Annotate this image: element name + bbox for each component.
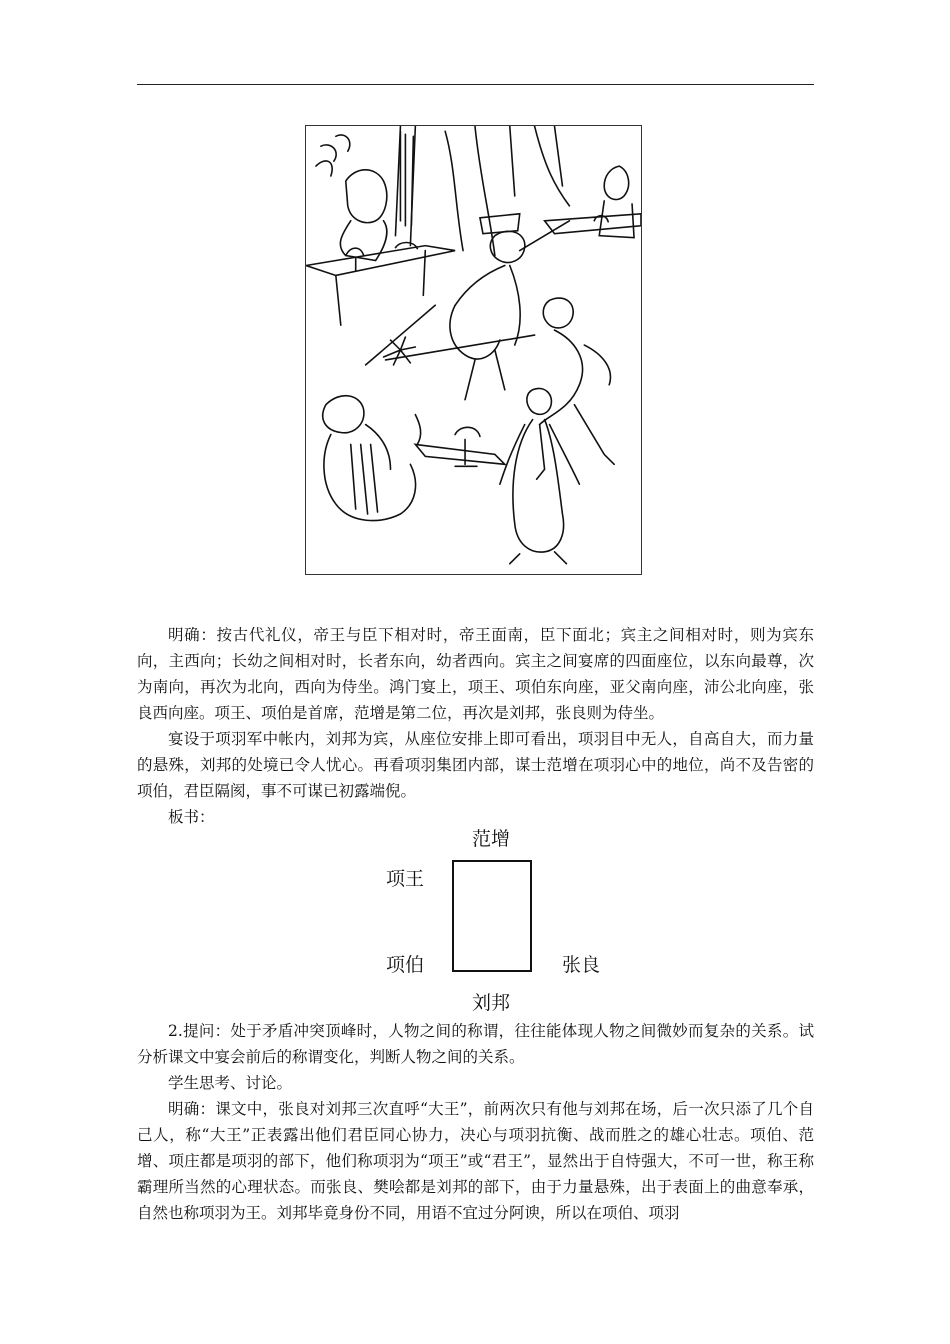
seat-liu-bang: 刘邦 [472,992,511,1014]
discussion-text [137,1018,814,1226]
paragraph-question-2: 2.提问：处于矛盾冲突顶峰时，人物之间的称谓，往往能体现人物之间微妙而复杂的关系。试分析课文中宴会前后的称谓变化，判断人物之间的关系。 [137,1022,814,1066]
main-text [137,622,814,830]
paragraph-banquet-situation: 宴设于项羽军中帐内，刘邦为宾，从座位安排上即可看出，项羽目中无人，自高自大，而力量的悬殊，刘邦的处境已令人忧心。再看项羽集团内部，谋士范增在项羽心中的地位，尚不及告密的项伯，君臣隔阂，事不可谋已初露端倪。 [137,730,814,800]
paragraph-student-discussion: 学生思考、讨论。 [168,1074,293,1092]
paragraph-seating-etiquette: 明确：按古代礼仪，帝王与臣下相对时，帝王面南，臣下面北；宾主之间相对时，则为宾东向，主西向；长幼之间相对时，长者东向，幼者西向。宾主之间宴席的四面座位，以东向最尊，次为南向，再次为北向，西向为侍坐。鸿门宴上，项王、项伯东向座，亚父南向座，沛公北向座，张良西向座。项王、项伯是首席，范增是第二位，再次是刘邦，张良则为侍坐。 [137,626,814,722]
paragraph-board-label: 板书： [168,808,215,826]
seat-fan-zeng: 范增 [472,828,511,850]
seating-diagram [380,818,620,1018]
banquet-illustration [305,125,642,575]
seat-xiang-bo: 项伯 [386,954,425,976]
seat-xiang-wang: 项王 [386,868,425,890]
hongmen-banquet-illustration-icon [306,126,641,574]
seat-zhang-liang: 张良 [562,954,601,976]
header-rule [137,84,814,85]
banquet-table [452,860,532,972]
paragraph-answer: 明确：课文中，张良对刘邦三次直呼“大王”，前两次只有他与刘邦在场，后一次只添了几个自己人，称“大王”正表露出他们君臣同心协力，决心与项羽抗衡、战而胜之的雄心壮志。项伯、范增、项庄都是项羽的部下，他们称项羽为“项王”或“君王”，显然出于自恃强大，不可一世，称王称霸理所当然的心理状态。而张良、樊哙都是刘邦的部下，由于力量悬殊，出于表面上的曲意奉承，自然也称项羽为王。刘邦毕竟身份不同，用语不宜过分阿谀，所以在项伯、项羽 [137,1100,814,1222]
